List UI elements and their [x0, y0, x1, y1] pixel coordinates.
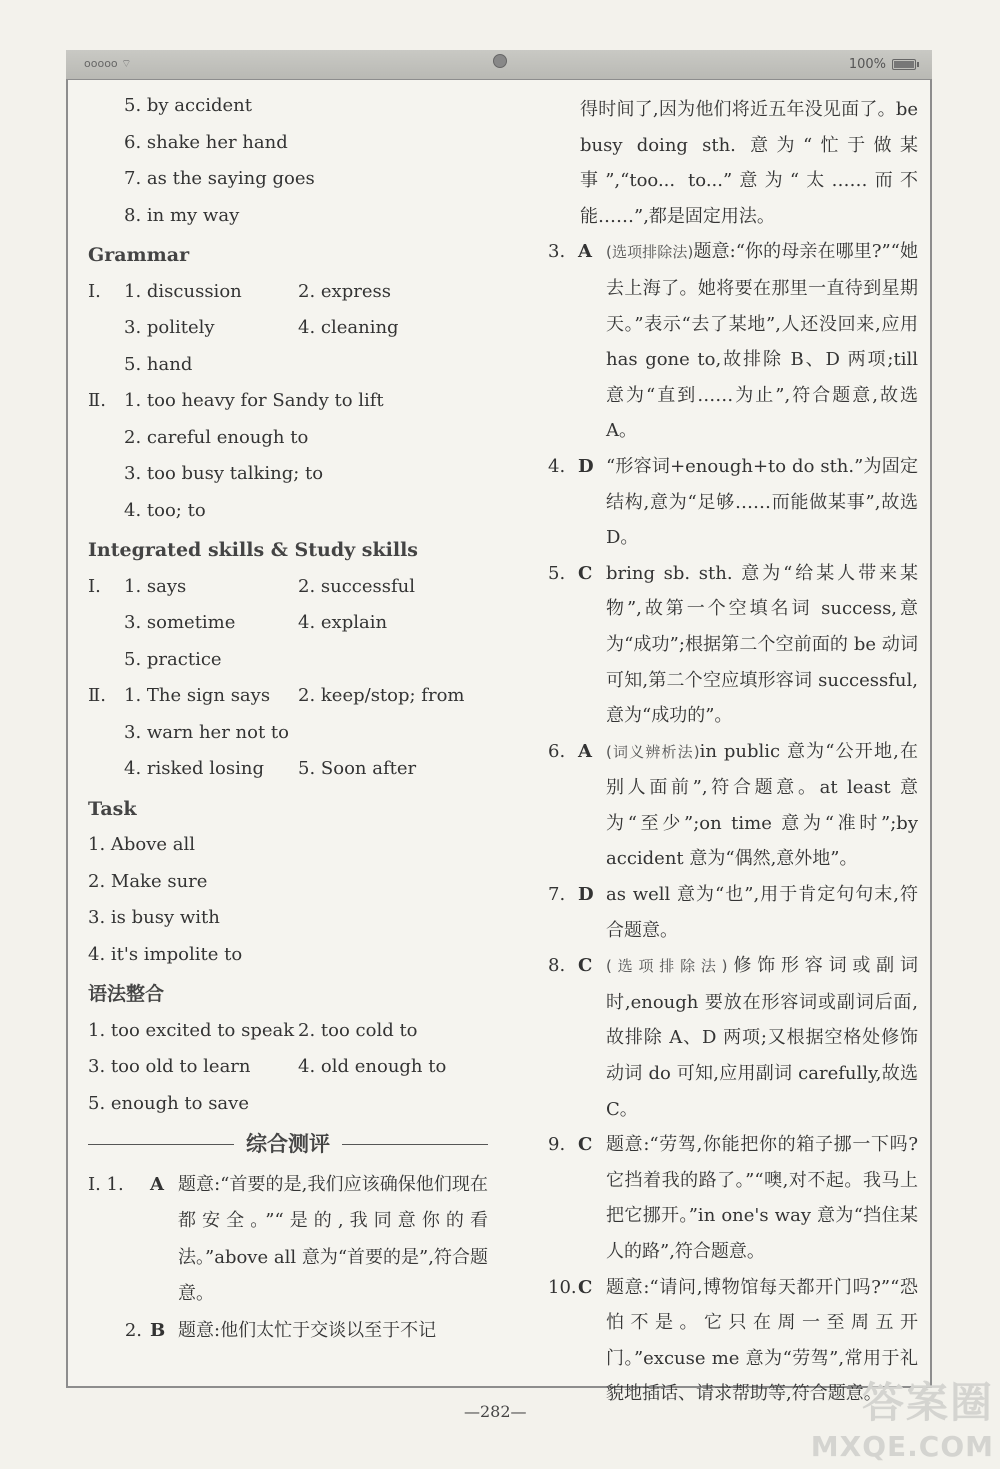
- answer-a: 3. too old to learn: [88, 1056, 251, 1077]
- left-column: [88, 88, 488, 1349]
- camera-icon: [493, 54, 507, 68]
- answer-line: 2. Make sure: [88, 870, 208, 892]
- question-number: 5.: [548, 562, 566, 584]
- section-heading: 语法整合: [88, 983, 165, 1005]
- answer-a: 2. careful enough to: [124, 426, 309, 448]
- explanation-body: [606, 556, 918, 734]
- explanation-text: “形容词+enough+to do sth.”为固定结构,意为“足够……而能做某事”,故选 D。: [606, 455, 918, 549]
- question-number: 10.: [548, 1276, 577, 1298]
- explanation-text: 题意:他们太忙于交谈以至于不记: [178, 1319, 437, 1341]
- answer-a: 5. hand: [124, 353, 193, 375]
- answer-line: [88, 383, 488, 420]
- explanation-body: [606, 948, 918, 1127]
- roman-numeral: Ⅱ.: [88, 390, 106, 411]
- answer-line: 7. as the saying goes: [124, 168, 315, 189]
- roman-numeral: Ⅰ.: [88, 280, 101, 302]
- wifi-icon: ooooo ⌔: [84, 57, 132, 70]
- section-heading: Task: [88, 797, 137, 820]
- answer-line: [88, 310, 488, 347]
- answer-a: 1. says: [124, 575, 187, 597]
- question-explanation: [548, 556, 918, 734]
- divider-title: 综合测评: [246, 1131, 330, 1156]
- answer-a: 4. risked losing: [124, 758, 265, 779]
- explanation-text: as well 意为“也”,用于肯定句句末,符合题意。: [606, 884, 918, 941]
- right-column: [548, 92, 918, 1412]
- answer-line: [88, 1013, 488, 1050]
- method-tag: (词义辨析法): [606, 742, 700, 761]
- watermark: 答案圈 MXQE.COM: [810, 1378, 994, 1463]
- answer-line: 1. Above all: [88, 834, 196, 855]
- explanation-continued: 得时间了,因为他们将近五年没见面了。be busy doing sth. 意为“忙于做某事”,“too... to...”意为“太……而不能……”,都是固定用法。: [580, 99, 918, 227]
- answer-letter: C: [578, 1276, 593, 1298]
- answer-letter: C: [578, 1134, 593, 1156]
- question-explanation: [88, 1313, 488, 1350]
- answer-letter: C: [578, 955, 593, 977]
- answer-letter: D: [578, 884, 594, 906]
- answer-a: 3. too busy talking; to: [124, 463, 324, 484]
- explanation-body: [606, 1127, 918, 1269]
- answer-line: [88, 569, 488, 606]
- answer-line: [88, 642, 488, 679]
- status-bar: [66, 50, 932, 80]
- answer-b: 4. explain: [298, 612, 388, 633]
- question-explanation: [548, 734, 918, 877]
- answer-letter: A: [578, 241, 592, 263]
- answer-line: 4. it's impolite to: [88, 943, 243, 965]
- question-explanation: [88, 1167, 488, 1313]
- answer-line: [88, 751, 488, 788]
- question-number: 2.: [124, 1319, 142, 1341]
- answer-line: [88, 420, 488, 457]
- answer-letter: C: [578, 562, 593, 584]
- answer-line: [88, 678, 488, 715]
- answer-line: 6. shake her hand: [124, 131, 288, 153]
- method-tag: (选项排除法): [606, 243, 694, 262]
- question-explanation: [548, 1127, 918, 1269]
- question-explanation: [548, 449, 918, 556]
- explanation-text: bring sb. sth. 意为“给某人带来某物”,故第一个空填名词 success,意为“成功”;根据第二个空前面的 be 动词可知,第二个空应填形容词 successful,意为“成功的”。: [606, 562, 918, 727]
- explanation-text: 题意:“劳驾,你能把你的箱子挪一下吗?它挡着我的路了。”“噢,对不起。我马上把它挪开。”in one's way 意为“挡住某人的路”,符合题意。: [606, 1134, 918, 1262]
- question-explanation: [548, 877, 918, 948]
- answer-line: [88, 1086, 488, 1123]
- section-divider: [88, 1126, 488, 1163]
- explanation-body: [606, 449, 918, 556]
- answer-a: 1. too heavy for Sandy to lift: [124, 390, 384, 411]
- divider-rule: [88, 1144, 234, 1145]
- answer-a: 3. sometime: [124, 612, 236, 633]
- roman-numeral: Ⅱ.: [88, 685, 106, 706]
- roman-numeral: Ⅰ.: [88, 575, 101, 597]
- answer-line: [88, 715, 488, 752]
- question-number: 3.: [548, 241, 566, 263]
- explanation-text: in public 意为“公开地,在别人面前”,符合题意。at least 意为“至少”;on time 意为“准时”;by accident 意为“偶然,意外地”。: [606, 740, 918, 870]
- question-number: 6.: [548, 740, 566, 762]
- explanation-body: [606, 234, 918, 449]
- answer-line: [88, 456, 488, 493]
- answer-b: 4. old enough to: [298, 1056, 447, 1077]
- answer-b: 2. too cold to: [298, 1019, 418, 1041]
- answer-b: 2. successful: [298, 575, 416, 597]
- question-number: 7.: [548, 884, 566, 906]
- answer-a: 3. politely: [124, 317, 215, 338]
- section-heading: Integrated skills & Study skills: [88, 539, 418, 561]
- answer-b: 4. cleaning: [298, 317, 399, 338]
- answer-a: 5. practice: [124, 648, 222, 670]
- answer-line: [88, 347, 488, 384]
- explanation-text: 题意:“请问,博物馆每天都开门吗?”“恐怕不是。它只在周一至周五开门。”excuse me 意为“劳驾”,常用于礼貌地插话、请求帮助等,符合题意。: [606, 1276, 918, 1405]
- battery-percent: 100%: [848, 57, 886, 72]
- answer-letter: A: [150, 1173, 164, 1195]
- question-number: 8.: [548, 955, 566, 977]
- explanation-body: [606, 877, 918, 948]
- question-number: 9.: [548, 1134, 566, 1156]
- answer-a: 5. enough to save: [88, 1092, 249, 1114]
- answer-line: [88, 1049, 488, 1086]
- answer-a: 1. The sign says: [124, 685, 271, 706]
- answer-b: 5. Soon after: [298, 758, 417, 779]
- question-number: Ⅰ. 1.: [88, 1173, 124, 1195]
- answer-a: 1. too excited to speak: [88, 1019, 295, 1041]
- question-explanation: [548, 234, 918, 449]
- explanation-body: [606, 734, 918, 877]
- battery-icon: [892, 59, 916, 70]
- answer-a: 1. discussion: [124, 280, 242, 302]
- answer-line: [88, 605, 488, 642]
- answer-line: [88, 274, 488, 311]
- answer-b: 2. keep/stop; from: [298, 685, 465, 706]
- question-number: 4.: [548, 455, 566, 477]
- page-number: —282—: [464, 1402, 527, 1421]
- explanation-text: 修饰形容词或副词时,enough 要放在形容词或副词后面,故排除 A、D 两项;又根据空格处修饰动词 do 可知,应用副词 carefully,故选 C。: [606, 955, 918, 1120]
- answer-letter: D: [578, 455, 594, 477]
- explanation-text: 题意:“你的母亲在哪里?”“她去上海了。她将要在那里一直待到星期天。”表示“去了某地”,人还没回来,应用 has gone to,故排除 B、D 两项;till 意为“直到……为止”,符合题意,故选 A。: [606, 241, 918, 442]
- answer-line: 3. is busy with: [88, 907, 220, 928]
- answer-line: [88, 493, 488, 530]
- section-heading: Grammar: [88, 244, 190, 266]
- answer-a: 4. too; to: [124, 499, 206, 521]
- answer-b: 2. express: [298, 280, 391, 302]
- divider-rule: [342, 1144, 488, 1145]
- answer-line: 5. by accident: [124, 95, 252, 116]
- method-tag: (选项排除法): [606, 957, 728, 976]
- explanation-text: 题意:“首要的是,我们应该确保他们现在都安全。”“是的,我同意你的看法。”above all 意为“首要的是”,符合题意。: [178, 1173, 488, 1304]
- answer-letter: A: [578, 740, 592, 762]
- answer-a: 3. warn her not to: [124, 721, 289, 743]
- answer-letter: B: [150, 1319, 166, 1341]
- answer-line: 8. in my way: [124, 204, 240, 226]
- question-explanation: [548, 948, 918, 1127]
